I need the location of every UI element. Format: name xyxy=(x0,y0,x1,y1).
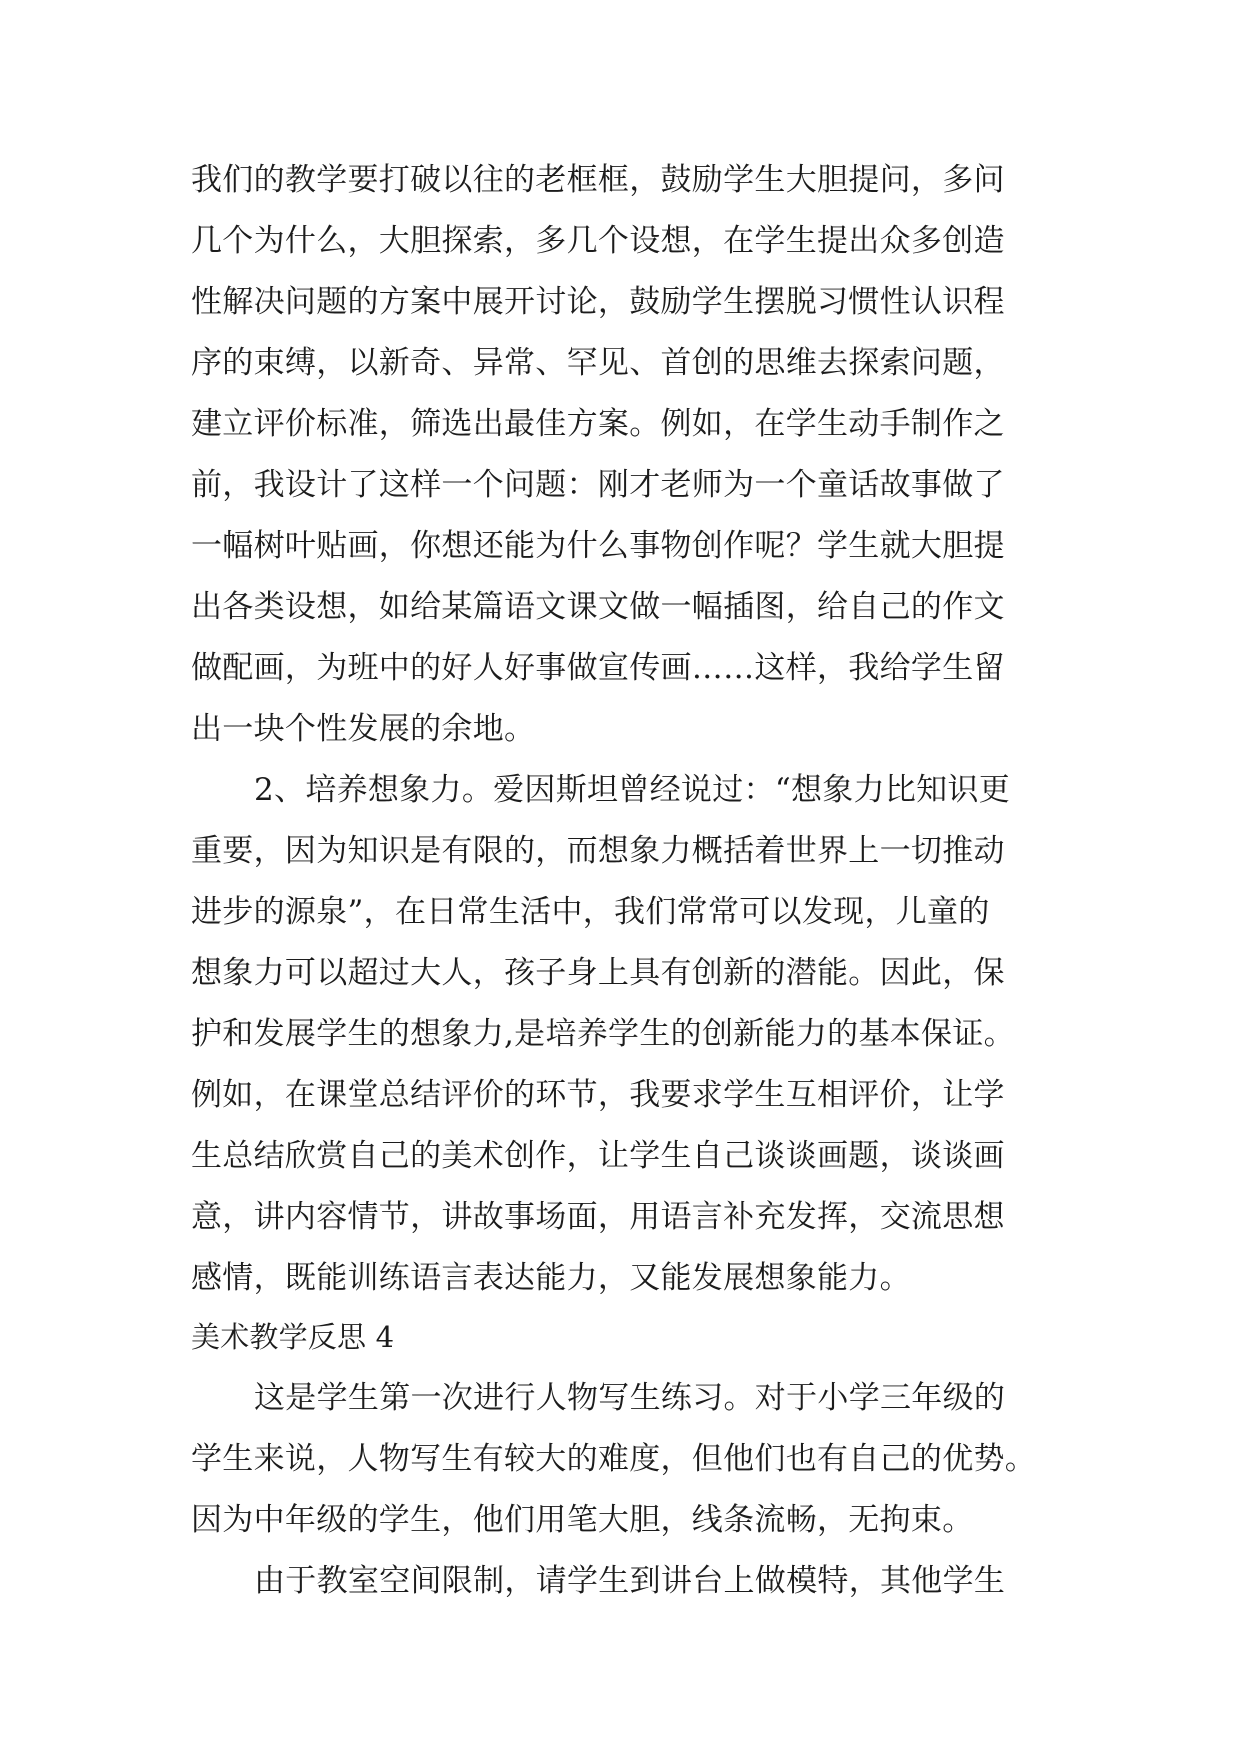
section-heading: 美术教学反思 4 xyxy=(191,1320,395,1354)
text-line: 进步的源泉”，在日常生活中，我们常常可以发现，儿童的 xyxy=(191,894,990,930)
text-line: 感情，既能训练语言表达能力，又能发展想象能力。 xyxy=(191,1260,911,1296)
text-line: 想象力可以超过大人，孩子身上具有创新的潜能。因此，保 xyxy=(191,955,1005,991)
text-line: 生总结欣赏自己的美术创作，让学生自己谈谈画题，谈谈画 xyxy=(191,1138,1005,1174)
text-line: 序的束缚，以新奇、异常、罕见、首创的思维去探索问题， xyxy=(191,345,1005,381)
text-line: 出各类设想，如给某篇语文课文做一幅插图，给自己的作文 xyxy=(191,589,1005,625)
text-line: 重要，因为知识是有限的，而想象力概括着世界上一切推动 xyxy=(191,833,1005,869)
text-line: 一幅树叶贴画，你想还能为什么事物创作呢？学生就大胆提 xyxy=(191,528,1005,564)
text-line: 做配画，为班中的好人好事做宣传画……这样，我给学生留 xyxy=(191,650,1005,686)
text-line: 几个为什么，大胆探索，多几个设想，在学生提出众多创造 xyxy=(191,223,1005,259)
text-line: 我们的教学要打破以往的老框框，鼓励学生大胆提问，多问 xyxy=(191,162,1005,198)
text-line: 因为中年级的学生，他们用笔大胆，线条流畅，无拘束。 xyxy=(191,1502,974,1538)
text-line: 例如，在课堂总结评价的环节，我要求学生互相评价，让学 xyxy=(191,1077,1005,1113)
paragraph-start-line: 2、培养想象力。爱因斯坦曾经说过：“想象力比知识更 xyxy=(254,772,1011,808)
text-line: 出一块个性发展的余地。 xyxy=(191,711,536,747)
text-line: 护和发展学生的想象力,是培养学生的创新能力的基本保证。 xyxy=(191,1016,1015,1052)
text-line: 意，讲内容情节，讲故事场面，用语言补充发挥，交流思想 xyxy=(191,1199,1005,1235)
text-line: 学生来说，人物写生有较大的难度，但他们也有自己的优势。 xyxy=(191,1441,1037,1477)
paragraph-start-line: 由于教室空间限制，请学生到讲台上做模特，其他学生 xyxy=(254,1563,1006,1599)
text-line: 建立评价标准，筛选出最佳方案。例如，在学生动手制作之 xyxy=(191,406,1005,442)
text-line: 性解决问题的方案中展开讨论，鼓励学生摆脱习惯性认识程 xyxy=(191,284,1005,320)
text-line: 前，我设计了这样一个问题：刚才老师为一个童话故事做了 xyxy=(191,467,1005,503)
paragraph-start-line: 这是学生第一次进行人物写生练习。对于小学三年级的 xyxy=(254,1380,1006,1416)
